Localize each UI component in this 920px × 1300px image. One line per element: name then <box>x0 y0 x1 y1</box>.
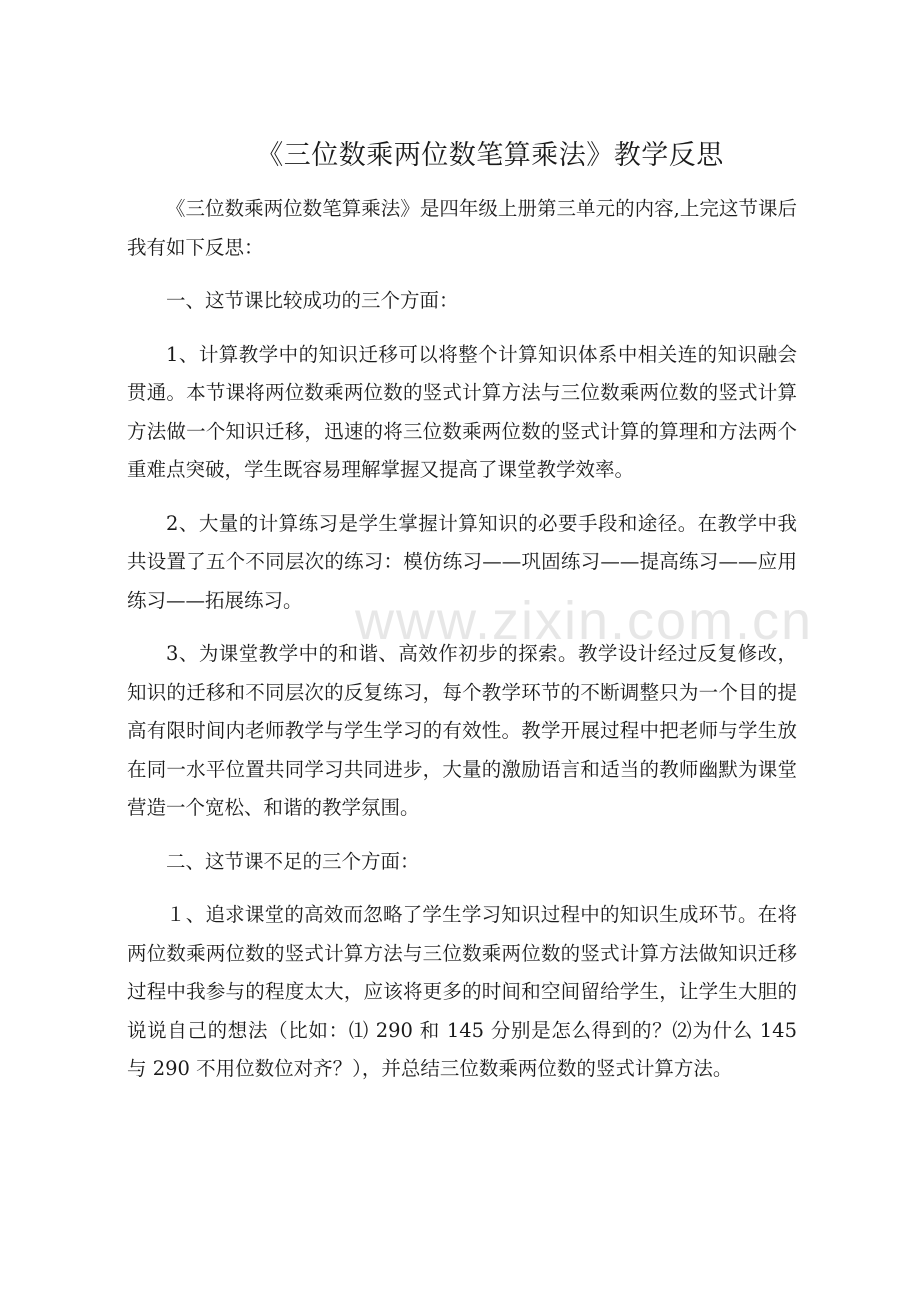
intro-paragraph: 《三位数乘两位数笔算乘法》是四年级上册第三单元的内容,上完这节课后我有如下反思： <box>127 197 797 259</box>
strength-paragraph-2: 2、大量的计算练习是学生掌握计算知识的必要手段和途径。在教学中我共设置了五个不同层次的练习：模仿练习——巩固练习——提高练习——应用练习——拓展练习。 <box>127 511 797 612</box>
strength-paragraph-3: 3、为课堂教学中的和谐、高效作初步的探索。教学设计经过反复修改，知识的迁移和不同层次的反复练习，每个教学环节的不断调整只为一个目的提高有限时间内老师教学与学生学习的有效性。教学开展过程中把老师与学生放在同一水平位置共同学习共同进步，大量的激励语言和适当的教师幽默为课堂营造一个宽松、和谐的教学氛围。 <box>127 642 797 819</box>
section-heading-strengths: 一、这节课比较成功的三个方面： <box>166 289 459 312</box>
watermark: www.zixin.com.cn <box>355 591 814 651</box>
section-heading-shortcomings: 二、这节课不足的三个方面： <box>166 849 420 873</box>
document-body <box>127 190 797 1104</box>
strength-paragraph-1: 1、计算教学中的知识迁移可以将整个计算知识体系中相关连的知识融会贯通。本节课将两位数乘两位数的竖式计算方法与三位数乘两位数的竖式计算方法做一个知识迁移，迅速的将三位数乘两位数的竖式计算的算理和方法两个重难点突破，学生既容易理解掌握又提高了课堂教学效率。 <box>127 342 797 481</box>
shortcoming-paragraph-1: １、追求课堂的高效而忽略了学生学习知识过程中的知识生成环节。在将两位数乘两位数的竖式计算方法与三位数乘两位数的竖式计算方法做知识迁移过程中我参与的程度太大，应该将更多的时间和空间留给学生，让学生大胆的说说自己的想法（比如：⑴ 290 和 145 分别是怎么得到的？⑵为什么 145 与 290 不用位数位对齐？），并总结三位数乘两位数的竖式计算方法。 <box>127 903 797 1080</box>
document-title: 《三位数乘两位数笔算乘法》教学反思 <box>256 140 724 171</box>
